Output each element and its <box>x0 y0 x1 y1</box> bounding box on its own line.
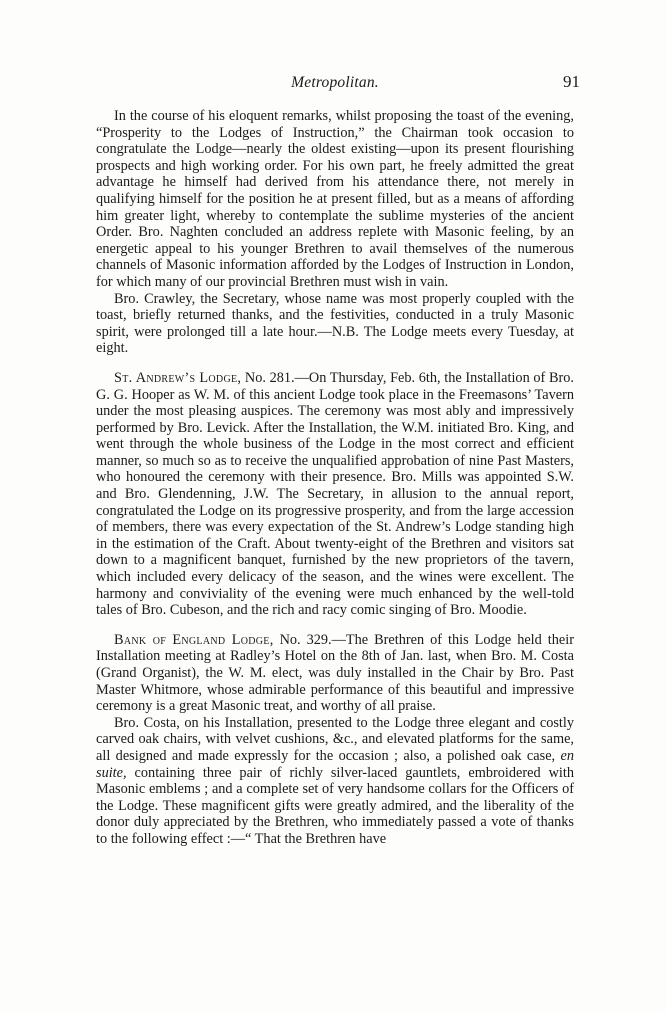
lodge-name-st-andrews: St. Andrew’s Lodge, <box>114 369 242 386</box>
paragraph-4 <box>96 632 574 715</box>
paragraph-5-text-b: containing three pair of richly silver-laced gauntlets, embroidered with Masonic emblems ; and a complete set of very handsome collars for the Officers of the Lodge. These magnificent gifts were greatly admired, and the liberality of the donor duly appreciated by the Brethren, who immediately passed a vote of thanks to the following effect :—“ That the Brethren have <box>96 764 574 847</box>
lodge-name-bank-of-england: Bank of England Lodge, <box>114 631 274 648</box>
paragraph-spacer <box>96 357 574 370</box>
paragraph-5-italic-phrase: en suite, <box>96 747 574 781</box>
page-number: 91 <box>563 72 580 91</box>
paragraph-5 <box>96 715 574 848</box>
paragraph-5-text-a: Bro. Costa, on his Installation, presented to the Lodge three elegant and costly carved oak chairs, with velvet cushions, &c., and elevated platforms for the same, all designed and made expressly for the occasion ; also, a polished oak case, <box>96 714 574 764</box>
paragraph-4-text: No. 329.—The Brethren of this Lodge held their Installation meeting at Radley’s Hotel on the 8th of Jan. last, when Bro. M. Costa (Grand Organist), the W. M. elect, was duly installed in the Chair by Bro. Past Master Whitmore, whose admirable performance of this beautiful and impressive ceremony is a great Masonic treat, and worthy of all praise. <box>96 631 574 715</box>
running-title: Metropolitan. <box>291 74 379 91</box>
paragraph-spacer <box>96 619 574 632</box>
paragraph-2: Bro. Crawley, the Secretary, whose name was most properly coupled with the toast, briefly returned thanks, and the festivities, conducted in a truly Masonic spirit, were prolonged till a late hour.—N.B. The Lodge meets every Tuesday, at eight. <box>96 290 574 357</box>
page-header <box>96 72 580 100</box>
paragraph-3-text: No. 281.—On Thursday, Feb. 6th, the Installation of Bro. G. G. Hooper as W. M. of this ancient Lodge took place in the Freemasons’ Tavern under the most pleasing auspices. The ceremony was most ably and impressively performed by Bro. Levick. After the Installation, the W.M. initiated Bro. King, and went through the whole business of the Lodge in the most correct and efficient manner, so much so as to receive the unqualified approbation of nine Past Masters, who honoured the ceremony with their presence. Bro. Mills was appointed S.W. and Bro. Glendenning, J.W. The Secretary, in allusion to the annual report, congratulated the Lodge on its progressive prosperity, and from the large accession of members, there was every expectation of the St. Andrew’s Lodge standing high in the estimation of the Craft. About twenty-eight of the Brethren and visitors sat down to a magnificent banquet, furnished by the new proprietors of the tavern, which included every delicacy of the season, and the wines were excellent. The harmony and conviviality of the evening were much enhanced by the well-told tales of Bro. Cubeson, and the rich and racy comic singing of Bro. Moodie. <box>96 369 574 619</box>
page-content <box>96 72 580 848</box>
paragraph-3 <box>96 370 574 619</box>
paragraph-1: In the course of his eloquent remarks, whilst proposing the toast of the evening, “Prosperity to the Lodges of Instruction,” the Chairman took occasion to congratulate the Lodge—nearly the oldest existing—upon its present flourishing prospects and high working order. For his own part, he freely admitted the great advantage he himself had derived from his attendance there, not merely in qualifying himself for the position he at present filled, but as a means of affording him greater light, whereby to contemplate the sublime mysteries of the ancient Order. Bro. Naghten concluded an address replete with Masonic feeling, by an energetic appeal to his younger Brethren to avail themselves of the numerous channels of Masonic information afforded by the Lodges of Instruction in London, for which many of our provincial Brethren must wish in vain. <box>96 108 574 290</box>
